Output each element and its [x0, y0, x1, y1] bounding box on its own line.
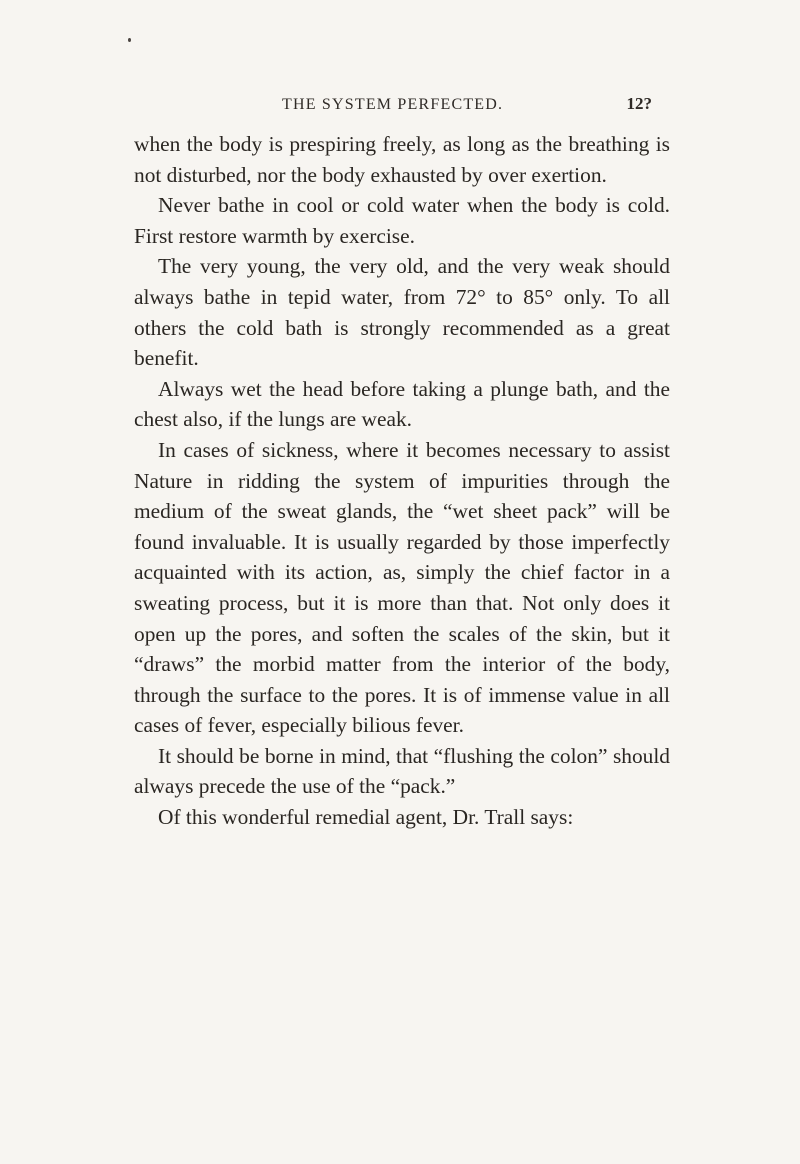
paragraph: The very young, the very old, and the very weak should always bathe in tepid water, from 72° to 85° only. To all others the cold bath is strongly recommended as a great benefit.	[134, 254, 670, 371]
paragraph: It should be borne in mind, that “flushing the colon” should always precede the use of the “pack.”	[134, 743, 670, 799]
running-head	[282, 92, 652, 122]
paragraph: Of this wonderful remedial agent, Dr. Trall says:	[158, 805, 574, 830]
paragraph: Never bathe in cool or cold water when the body is cold. First restore warmth by exercise.	[134, 193, 670, 248]
page-number: 12?	[626, 94, 652, 113]
running-head-title: THE SYSTEM PERFECTED.	[282, 96, 504, 113]
body-text	[134, 129, 670, 833]
paragraph: when the body is prespiring freely, as long as the breathing is not disturbed, nor the body exhausted by over exertion.	[134, 132, 670, 187]
paragraph: In cases of sickness, where it becomes necessary to assist Nature in ridding the system of impurities through the medium of the sweat glands, the “wet sheet pack” will be found invaluable. It is usually regarded by those imperfectly acquainted with its action, as, simply the chief factor in a sweating process, but it is more than that. Not only does it open up the pores, and soften the scales of the skin, but it “draws” the morbid matter from the interior of the body, through the surface to the pores. It is of immense value in all cases of fever, especially bilious fever.	[134, 437, 670, 738]
ink-speck	[128, 38, 131, 42]
paragraph: Always wet the head before taking a plunge bath, and the chest also, if the lungs are weak.	[134, 376, 670, 432]
